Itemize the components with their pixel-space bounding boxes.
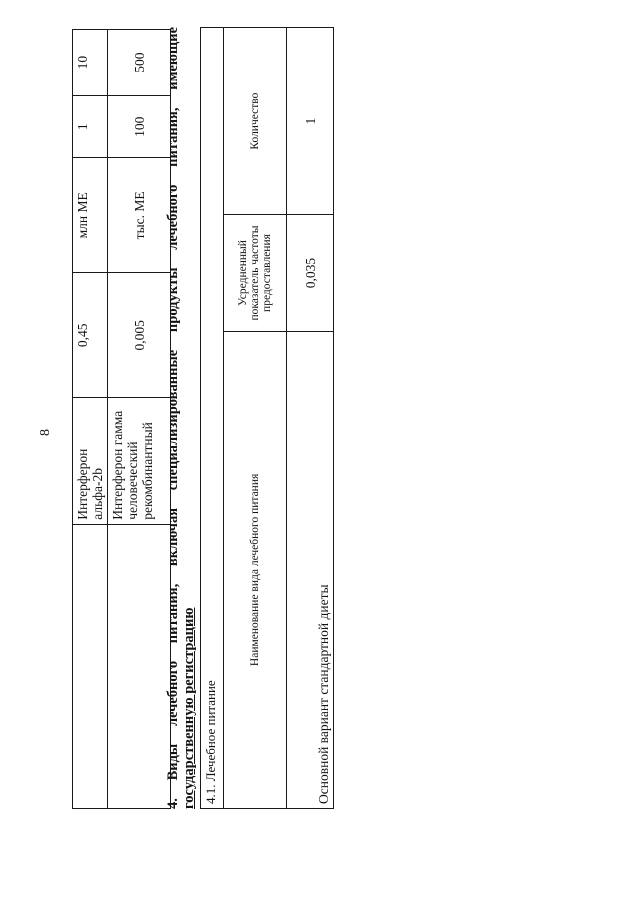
table-row — [73, 30, 108, 809]
table-header-row — [224, 28, 287, 809]
table-cell-blank — [108, 524, 171, 808]
drug-m: 10 — [73, 30, 108, 96]
table-cell-blank — [73, 524, 108, 808]
diet-subtitle: 4.1. Лечебное питание — [201, 28, 224, 809]
header-indicator: Усредненный показатель частоты предоставления — [224, 215, 287, 332]
drug-n: 1 — [73, 96, 108, 158]
section-heading-cont: государственную регистрацию — [181, 607, 197, 809]
table-row — [108, 30, 171, 809]
drug-value: 0,005 — [108, 273, 171, 398]
page-number: 8 — [38, 429, 53, 436]
section-heading: 4. Виды лечебного питания, включая специализированные продукты лечебного питания, имеющие — [165, 27, 181, 809]
table-row — [287, 28, 334, 809]
drug-unit: млн МЕ — [73, 158, 108, 273]
diet-quantity: 1 — [287, 28, 334, 215]
drug-unit: тыс. МЕ — [108, 158, 171, 273]
drug-name: Интерферон гамма человеческий рекомбинантный — [108, 398, 171, 525]
table-row — [201, 28, 224, 809]
drug-m: 500 — [108, 30, 171, 96]
diet-indicator: 0,035 — [287, 215, 334, 332]
diet-table — [200, 27, 334, 809]
header-quantity: Количество — [224, 28, 287, 215]
header-name: Наименование вида лечебного питания — [224, 331, 287, 808]
drug-value: 0,45 — [73, 273, 108, 398]
drug-table — [72, 29, 171, 809]
drug-n: 100 — [108, 96, 171, 158]
diet-name: Основной вариант стандартной диеты — [287, 331, 334, 808]
drug-name: Интерферон альфа-2b — [73, 398, 108, 525]
